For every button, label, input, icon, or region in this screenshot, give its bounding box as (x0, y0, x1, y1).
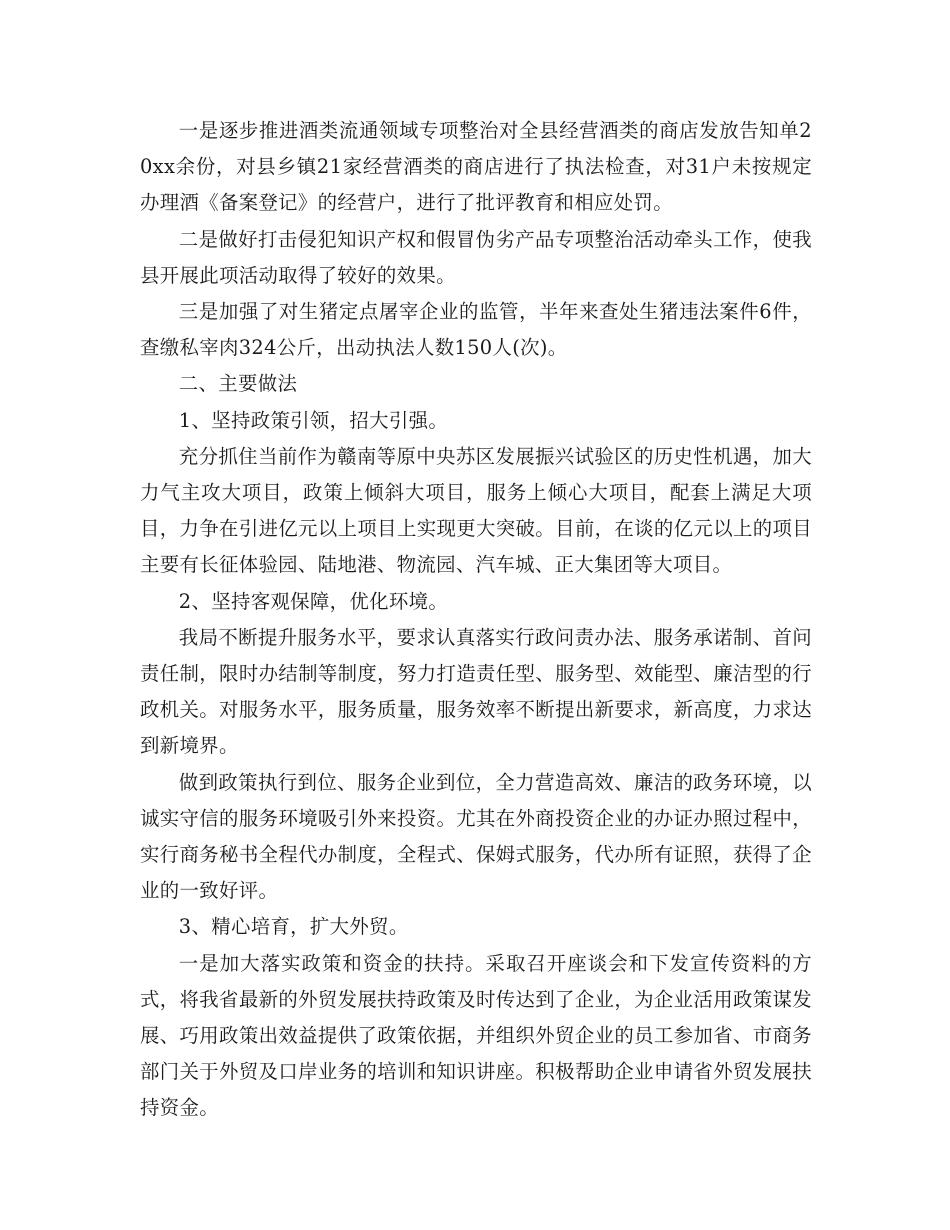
paragraph-policy-funding-support: 一是加大落实政策和资金的扶持。采取召开座谈会和下发宣传资料的方式，将我省最新的外贸发展扶持政策及时传达到了企业，为企业活用政策谋发展、巧用政策出效益提供了政策依据，并组织外贸企业的员工参加省、市商务部门关于外贸及口岸业务的培训和知识讲座。积极帮助企业申请省外贸发展扶持资金。 (140, 951, 812, 1120)
paragraph-policy-execution: 做到政策执行到位、服务企业到位，全力营造高效、廉洁的政务环境，以诚实守信的服务环境吸引外来投资。尤其在外商投资企业的办证办照过程中，实行商务秘书全程代办制度，全程式、保姆式服务，代办所有证照，获得了企业的一致好评。 (140, 770, 812, 903)
paragraph-service-level: 我局不断提升服务水平，要求认真落实行政问责办法、服务承诺制、首问责任制，限时办结制等制度，努力打造责任型、服务型、效能型、廉洁型的行政机关。对服务水平，服务质量，服务效率不断提出新要求，新高度，力求达到新境界。 (140, 625, 812, 758)
subheading-policy-guidance: 1、坚持政策引领，招大引强。 (178, 408, 449, 432)
section-heading-main-practices: 二、主要做法 (178, 372, 298, 396)
subheading-expand-foreign-trade: 3、精心培育，扩大外贸。 (178, 915, 409, 939)
paragraph-major-projects: 充分抓住当前作为赣南等原中央苏区发展振兴试验区的历史性机遇，加大力气主攻大项目，政策上倾斜大项目，服务上倾心大项目，配套上满足大项目，力争在引进亿元以上项目上实现更大突破。目前，在谈的亿元以上的项目主要有长征体验园、陆地港、物流园、汽车城、正大集团等大项目。 (140, 444, 812, 577)
subheading-optimize-environment: 2、坚持客观保障，优化环境。 (178, 589, 449, 613)
document-body (140, 113, 812, 1127)
paragraph-pig-slaughter-supervision: 三是加强了对生猪定点屠宰企业的监管，半年来查处生猪违法案件6件，查缴私宰肉324公斤，出动执法人数150人(次)。 (140, 300, 812, 360)
paragraph-liquor-rectification: 一是逐步推进酒类流通领域专项整治对全县经营酒类的商店发放告知单20xx余份，对县乡镇21家经营酒类的商店进行了执法检查，对31户未按规定办理酒《备案登记》的经营户，进行了批评教育和相应处罚。 (140, 119, 812, 215)
paragraph-ip-protection: 二是做好打击侵犯知识产权和假冒伪劣产品专项整治活动牵头工作，使我县开展此项活动取得了较好的效果。 (140, 227, 812, 287)
